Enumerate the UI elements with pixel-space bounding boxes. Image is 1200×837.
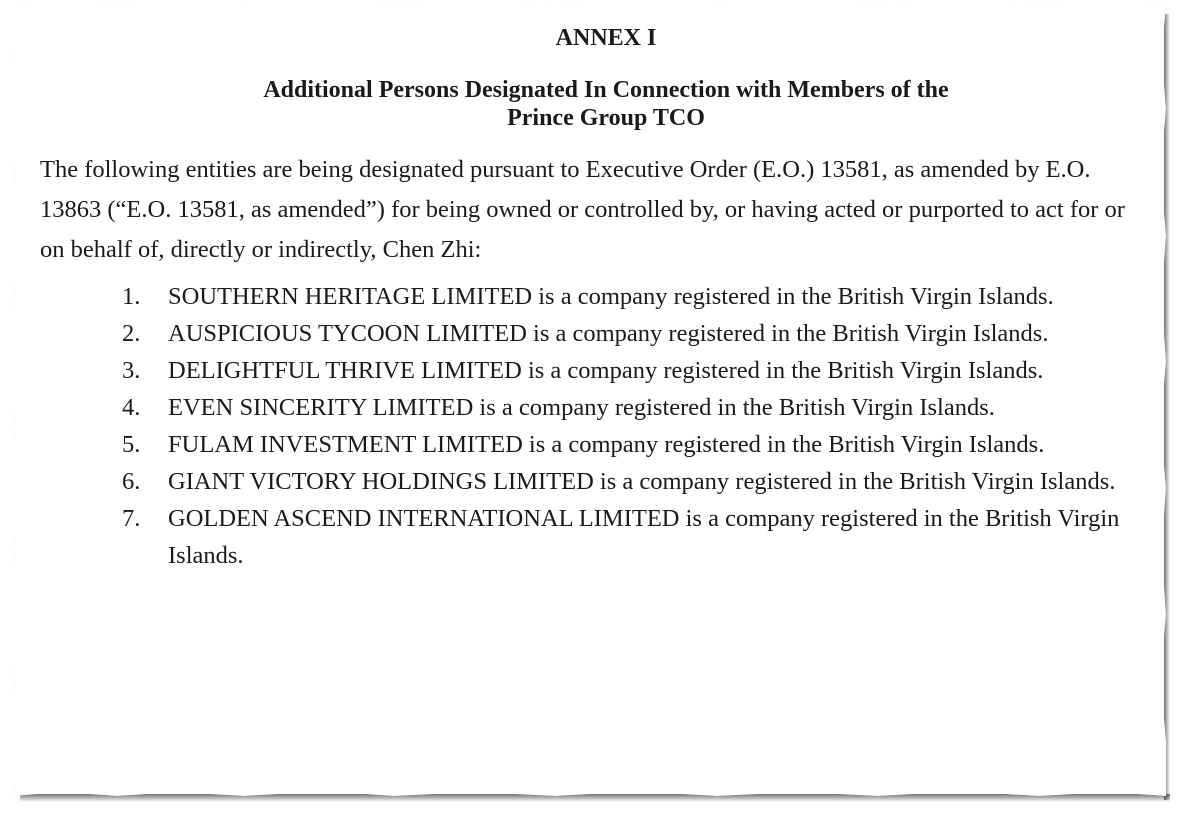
document-subtitle (40, 76, 1160, 132)
list-item-text: GIANT VICTORY HOLDINGS LIMITED is a company registered in the British Virgin Islands. (168, 468, 1116, 495)
list-item-number: 1. (122, 283, 141, 310)
list-item-number: 7. (122, 505, 141, 532)
subtitle-line-1: Additional Persons Designated In Connection with Members of the (263, 77, 949, 103)
page-shadow-bottom (20, 794, 1170, 802)
list-item-number: 5. (122, 431, 141, 458)
list-item-text: SOUTHERN HERITAGE LIMITED is a company registered in the British Virgin Islands. (168, 283, 1054, 310)
list-item-text: FULAM INVESTMENT LIMITED is a company registered in the British Virgin Islands. (168, 431, 1045, 458)
list-item-text: AUSPICIOUS TYCOON LIMITED is a company registered in the British Virgin Islands. (168, 320, 1049, 347)
list-item-number: 3. (122, 357, 141, 384)
list-item (40, 352, 1160, 389)
list-item (40, 426, 1160, 463)
list-item-text: DELIGHTFUL THRIVE LIMITED is a company registered in the British Virgin Islands. (168, 357, 1044, 384)
list-item (40, 389, 1160, 426)
list-item (40, 315, 1160, 352)
entity-list (40, 278, 1160, 574)
list-item (40, 500, 1160, 574)
list-item-number: 6. (122, 468, 141, 495)
list-item-text: GOLDEN ASCEND INTERNATIONAL LIMITED is a company registered in the British Virgin Islands. (168, 505, 1120, 569)
list-item-number: 2. (122, 320, 141, 347)
list-item-text: EVEN SINCERITY LIMITED is a company registered in the British Virgin Islands. (168, 394, 995, 421)
intro-paragraph: The following entities are being designated pursuant to Executive Order (E.O.) 13581, as amended by E.O. 13863 (“E.O. 13581, as amended”) for being owned or controlled by, or having acted or purported to act for or on behalf of, directly or indirectly, Chen Zhi: (40, 156, 1125, 263)
list-item (40, 278, 1160, 315)
page-shadow-right (1164, 14, 1170, 800)
document-content (40, 22, 1160, 574)
subtitle-line-2: Prince Group TCO (507, 105, 705, 131)
annex-title: ANNEX I (555, 25, 657, 51)
list-item-number: 4. (122, 394, 141, 421)
list-item (40, 463, 1160, 500)
